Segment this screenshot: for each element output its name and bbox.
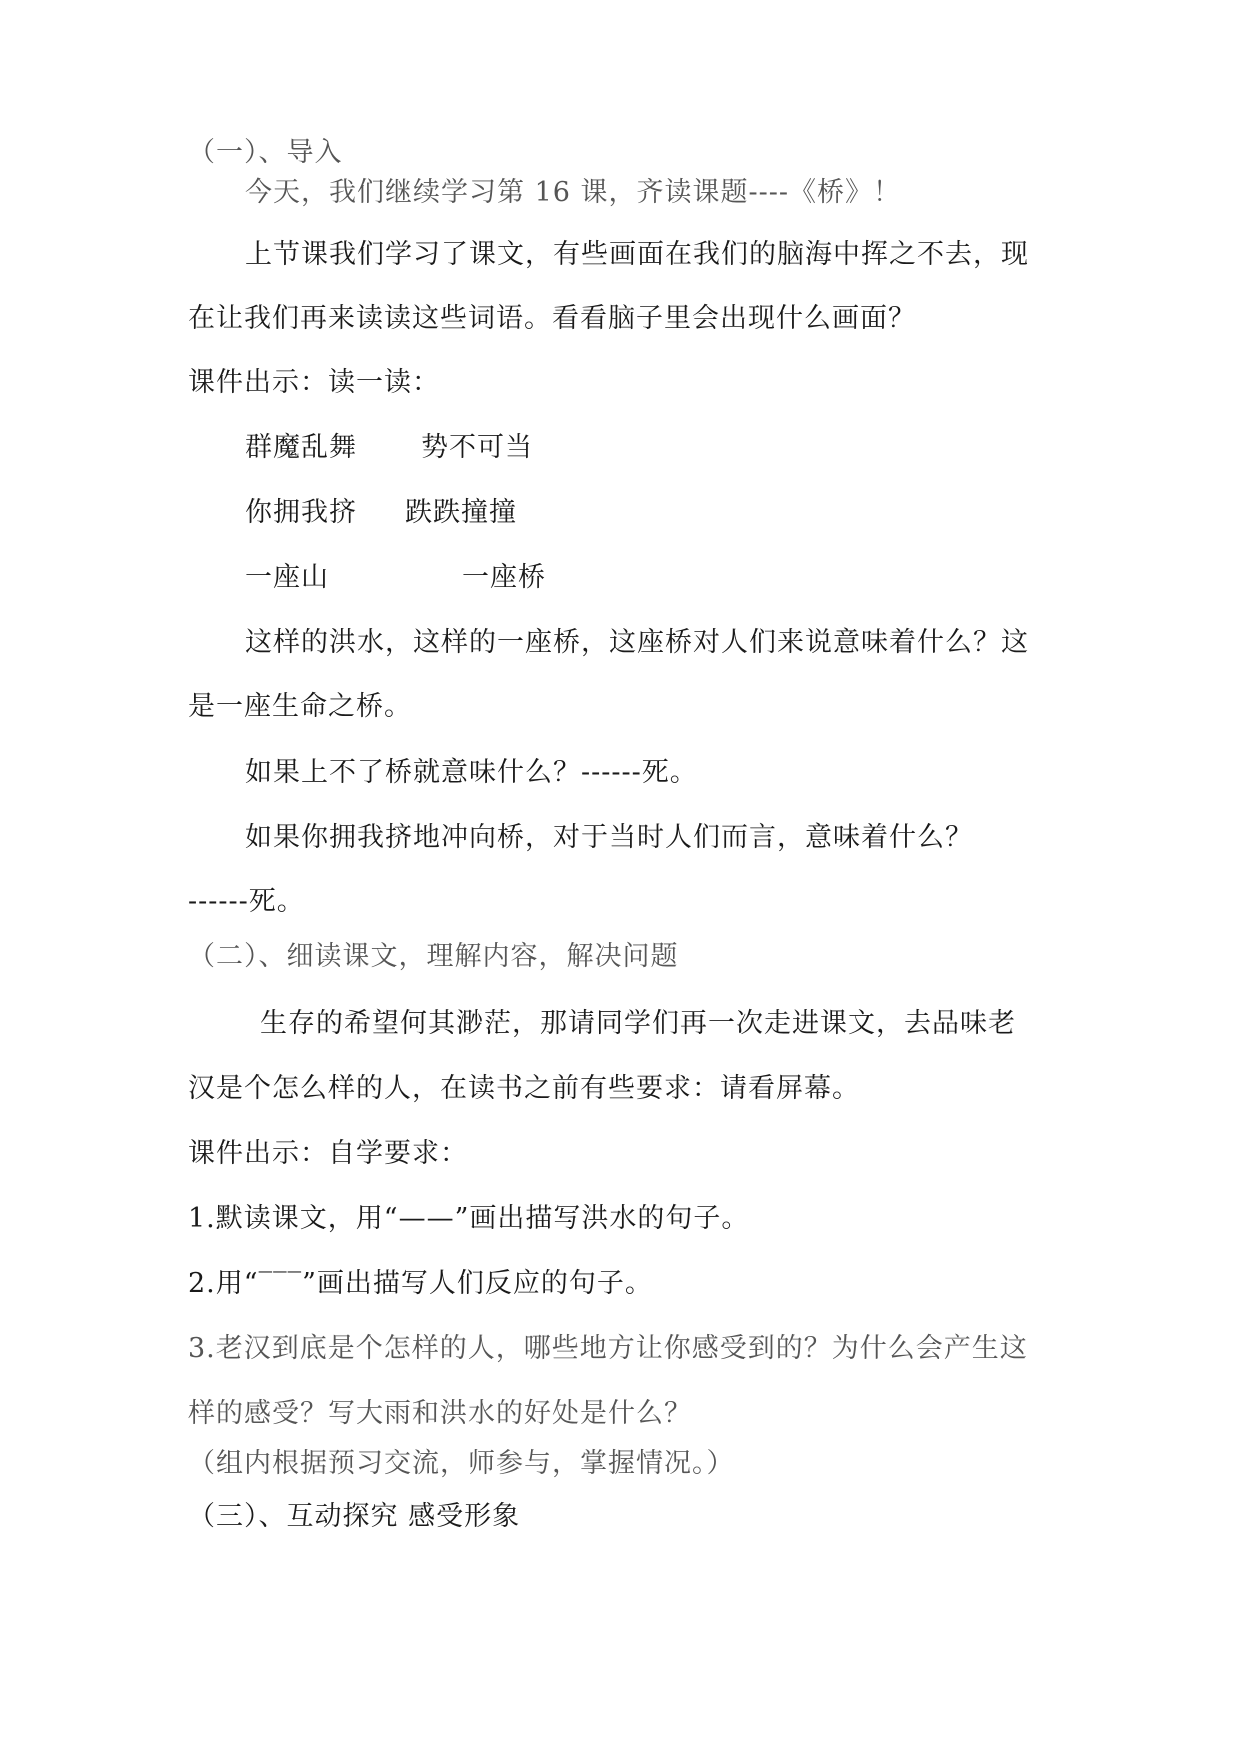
section1-heading: （一）、导入: [188, 137, 343, 168]
question-2-line2: ------死。: [188, 886, 305, 917]
para2-line1: 这样的洪水，这样的一座桥，这座桥对人们来说意味着什么？这: [245, 627, 1029, 658]
section3-heading: （三）、互动探究 感受形象: [188, 1501, 521, 1532]
para2-line2: 是一座生命之桥。: [188, 691, 412, 722]
courseware-label-1: 课件出示：读一读：: [188, 367, 440, 398]
intro-line: 今天，我们继续学习第 16 课，齐读课题----《桥》！: [245, 177, 902, 208]
section2-heading: （二）、细读课文，理解内容，解决问题: [188, 941, 679, 972]
requirement-3-line1: 3.老汉到底是个怎样的人，哪些地方让你感受到的？为什么会产生这: [188, 1333, 1028, 1364]
word-4: 跌跌撞撞: [405, 497, 517, 528]
section2-para-line2: 汉是个怎么样的人，在读书之前有些要求：请看屏幕。: [188, 1073, 860, 1104]
requirement-3-line2: 样的感受？写大雨和洪水的好处是什么？: [188, 1398, 692, 1429]
word-6: 一座桥: [462, 562, 546, 593]
question-1: 如果上不了桥就意味什么？------死。: [245, 757, 698, 788]
para1-line2: 在让我们再来读读这些词语。看看脑子里会出现什么画面？: [188, 303, 916, 334]
para1-line1: 上节课我们学习了课文，有些画面在我们的脑海中挥之不去，现: [245, 239, 1029, 270]
courseware-label-2: 课件出示：自学要求：: [188, 1138, 468, 1169]
question-2-line1: 如果你拥我挤地冲向桥，对于当时人们而言，意味着什么？: [245, 822, 973, 853]
word-1: 群魔乱舞: [245, 432, 357, 463]
word-3: 你拥我挤: [245, 497, 357, 528]
word-5: 一座山: [245, 562, 329, 593]
group-note: （组内根据预习交流，师参与，掌握情况。）: [188, 1448, 735, 1479]
requirement-1: 1.默读课文，用“——”画出描写洪水的句子。: [188, 1203, 750, 1234]
section2-para-line1: 生存的希望何其渺茫，那请同学们再一次走进课文，去品味老: [260, 1008, 1016, 1039]
word-2: 势不可当: [421, 432, 533, 463]
requirement-2: 2.用“‾‾‾”画出描写人们反应的句子。: [188, 1268, 653, 1299]
